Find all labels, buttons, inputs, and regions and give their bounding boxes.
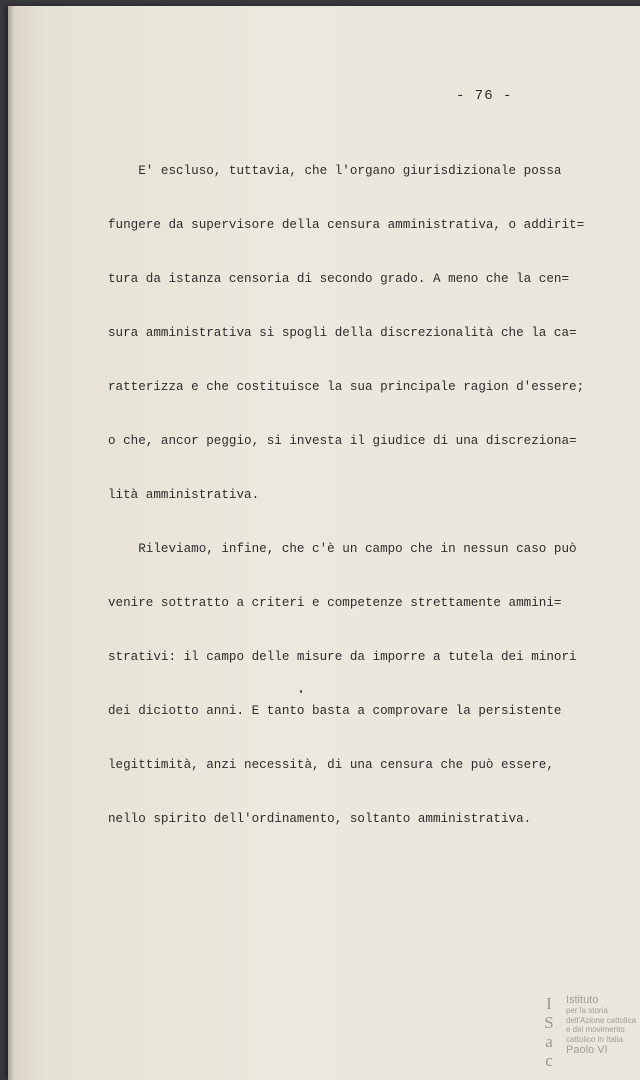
text-line: strativi: il campo delle misure da imporre a tutela dei minori bbox=[108, 650, 577, 664]
ink-speck bbox=[300, 690, 302, 693]
logo-text-line: per la storia bbox=[566, 1006, 608, 1015]
text-line: E' escluso, tuttavia, che l'organo giurisdizionale possa bbox=[108, 164, 562, 178]
logo-text bbox=[566, 994, 636, 1056]
page-edge bbox=[8, 6, 14, 1080]
text-line: tura da istanza censoria di secondo grado. A meno che la cen= bbox=[108, 272, 570, 286]
logo-letter: a bbox=[545, 1032, 553, 1051]
text-line: Rileviamo, infine, che c'è un campo che in nessun caso può bbox=[108, 542, 577, 556]
logo-mark bbox=[534, 994, 564, 1070]
text-line: sura amministrativa si spogli della discrezionalità che la ca= bbox=[108, 326, 577, 340]
logo-letter: I bbox=[546, 994, 552, 1013]
logo-text-line: cattolico in Italia bbox=[566, 1034, 623, 1044]
text-line: o che, ancor peggio, si investa il giudice di una discreziona= bbox=[108, 434, 577, 448]
text-line: dei diciotto anni. E tanto basta a comprovare la persistente bbox=[108, 704, 562, 718]
logo-text-line: Paolo VI bbox=[566, 1044, 608, 1057]
body-text bbox=[108, 126, 585, 846]
page-number: - 76 - bbox=[456, 88, 513, 104]
watermark-logo bbox=[534, 994, 637, 1074]
text-line: lità amministrativa. bbox=[108, 488, 260, 502]
text-line: fungere da supervisore della censura amministrativa, o addirit= bbox=[108, 218, 585, 232]
logo-text-line: Istituto bbox=[566, 994, 599, 1006]
logo-letter: c bbox=[545, 1051, 553, 1070]
text-line: nello spirito dell'ordinamento, soltanto amministrativa. bbox=[108, 812, 532, 826]
text-line: ratterizza e che costituisce la sua principale ragion d'essere; bbox=[108, 380, 585, 394]
text-line: legittimità, anzi necessità, di una censura che può essere, bbox=[108, 758, 554, 772]
text-line: venire sottratto a criteri e competenze strettamente ammini= bbox=[108, 596, 562, 610]
logo-letter: S bbox=[544, 1013, 554, 1032]
logo-text-line: e del movimento bbox=[566, 1025, 625, 1035]
logo-text-line: dell'Azione cattolica bbox=[566, 1015, 637, 1025]
